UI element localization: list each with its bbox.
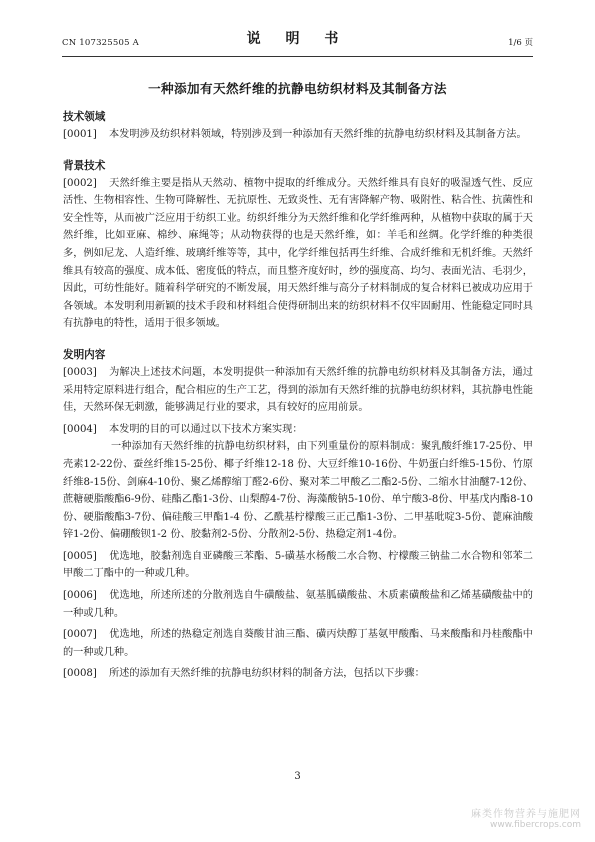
watermark-url: www.fibercrops.com <box>490 820 581 830</box>
paragraph-0004 <box>63 421 533 439</box>
paragraph-number: [0007] <box>63 629 97 641</box>
paragraph-text: 天然纤维主要是指从天然动、植物中提取的纤维成分。天然纤维具有良好的吸湿透气性、反应活性、生物相容性、生物可降解性、无抗原性、无致炎性、无有害降解产物、吸附性、粘合性、抗菌性和安全性等，从而被广泛应用于纺织工业。纺织纤维分为天然纤维和化学纤维两种，从植物中获取的属于天然纤维，比如亚麻、棉纱、麻绳等；从动物获得的也是天然纤维，如：羊毛和丝绸。化学纤维的种类很多，例如尼龙、人造纤维、玻璃纤维等等，其中，化学纤维包括再生纤维、合成纤维和无机纤维。天然纤维具有较高的强度、成本低、密度低的特点，而且整齐度好时，纱的强度高、均匀、表面光洁、毛羽少，因此，可纺性能好。随着科学研究的不断发展，用天然纤维与高分子材料制成的复合材料已被成功应用于各领域。本发明利用新颖的技术手段和材料组合使得研制出来的纺织材料不仅牢固耐用、性能稳定同时具有抗静电的特性，适用于很多领域。 <box>63 177 533 330</box>
paragraph-text: 本发明涉及纺织材料领域，特别涉及到一种添加有天然纤维的抗静电纺织材料及其制备方法。 <box>109 129 527 140</box>
paragraph-0003 <box>63 364 533 417</box>
page-number: 3 <box>294 771 301 782</box>
publication-number: CN 107325505 A <box>62 38 139 48</box>
paragraph-text: 优选地，所述的热稳定剂选自葵酸甘油三酯、磺丙炔醇丁基氨甲酸酯、马来酸酯和丹桂酸酯中的一种或几种。 <box>63 629 533 658</box>
paragraph-text: 为解决上述技术问题，本发明提供一种添加有天然纤维的抗静电纺织材料及其制备方法，通过采用特定原料进行组合，配合相应的生产工艺，得到的添加有天然纤维的抗静电纺织材料，其抗静电性能佳，天然环保无刺激，能够满足行业的要求，具有较好的应用前景。 <box>63 366 533 414</box>
document-type: 说 明 书 <box>246 31 349 47</box>
paragraph-number: [0002] <box>63 177 97 189</box>
paragraph-number: [0005] <box>63 550 97 562</box>
section-heading-invention: 发明内容 <box>63 348 106 361</box>
paragraph-0002 <box>63 175 533 333</box>
page-header <box>62 30 533 52</box>
paragraph-text: 本发明的目的可以通过以下技术方案实现： <box>109 423 303 435</box>
paragraph-number: [0004] <box>63 423 97 435</box>
paragraph-text: 优选地，所述所述的分散剂选自牛磺酸盐、氨基胍磺酸盐、木质素磺酸盐和乙烯基磺酸盐中的一种或几种。 <box>63 590 533 619</box>
page-indicator: 1/6 页 <box>508 38 533 48</box>
paragraph-0001 <box>63 126 533 144</box>
document-title: 一种添加有天然纤维的抗静电纺织材料及其制备方法 <box>148 81 447 96</box>
section-heading-background: 背景技术 <box>63 159 106 172</box>
watermark <box>471 805 581 830</box>
paragraph-0007 <box>63 626 533 661</box>
document-body <box>63 108 533 683</box>
paragraph-text: 优选地，胶黏剂选自亚磷酸三苯酯、5-磺基水杨酸二水合物、柠檬酸三钠盐二水合物和邻苯二甲酸二丁酯中的一种或几种。 <box>63 550 533 580</box>
paragraph-0006 <box>63 587 533 622</box>
paragraph-0005 <box>63 548 533 583</box>
watermark-site-name: 麻类作物营养与施肥网 <box>471 809 581 820</box>
paragraph-number: [0003] <box>63 366 97 378</box>
paragraph-0008 <box>63 665 533 683</box>
paragraph-number: [0001] <box>63 129 97 140</box>
paragraph-number: [0006] <box>63 590 97 602</box>
paragraph-text: 所述的添加有天然纤维的抗静电纺织材料的制备方法，包括以下步骤： <box>109 668 425 680</box>
paragraph-number: [0008] <box>63 668 97 680</box>
paragraph-0004-formula: 一种添加有天然纤维的抗静电纺织材料，由下列重量份的原料制成：聚乳酸纤维17-25份、甲壳素12-22份、蚕丝纤维15-25份、椰子纤维12-18 份、大豆纤维10-16份、牛奶蛋白纤维5-15份、竹原纤维8-15份、剑麻4-10份、聚乙烯醇缩丁醛2-6份、聚对苯二甲酸乙二酯2-5份、二缩水甘油醚7-12份、蔗糖硬脂酸酯6-9份、硅酯乙酯1-3份、山梨醇4-7份、海藻酸钠5-10份、单宁酸3-8份、甲基戊内酯8-10份、硬脂酸酯3-7份、偏硅酸三甲酯1-4 份、乙酰基柠檬酸三正己酯1-3份、二甲基吡啶3-5份、蓖麻油酸锌1-2份、偏硼酸钡1-2 份、胶黏剂2-5份、分散剂2-5份、热稳定剂1-4份。 <box>63 441 533 541</box>
header-divider <box>62 56 533 57</box>
section-heading-tech-field: 技术领域 <box>63 111 106 123</box>
